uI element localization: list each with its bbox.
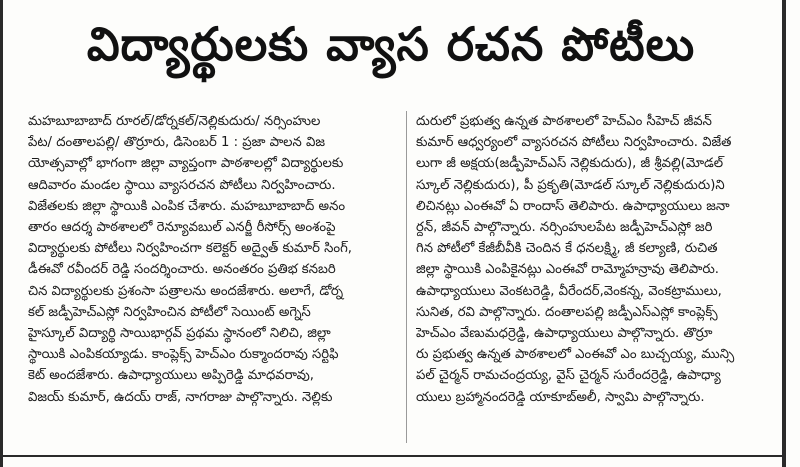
article-column-right (416, 111, 768, 408)
text-line: ఉపాధ్యాయులు వెంకటరెడ్డి, వీరేందర్,వెంకన్న, వెంకట్రాములు, (416, 283, 722, 299)
text-line: చిన విద్యార్థులకు ప్రశంసా పత్రాలను అందజేశారు. అలాగే, డోర్న (28, 283, 344, 299)
text-line: లుగా జీ అక్షయ(జడ్పీహెచ్ఎస్ నెల్లికుదురు), జీ శ్రీవల్లి(మోడల్ (416, 156, 724, 172)
article-column-left (28, 111, 398, 408)
text-line: పల్ చైర్మన్ రామచంద్రయ్య, వైస్ చైర్మన్ సురేందర్రెడ్డి, ఉపాధ్యా (416, 368, 721, 384)
text-line: మహబూబాబాద్ రూరల్/డోర్నకల్/నెల్లికుదురు/ నర్సింహుల (28, 114, 321, 129)
text-line: యోత్సవాల్లో భాగంగా జిల్లా వ్యాప్తంగా పాఠశాలల్లో విద్యార్థులకు (28, 156, 344, 172)
text-line: విద్యార్థులకు పోటీలు నిర్వహించగా కలెక్టర్ అద్వైత్ కుమార్ సింగ్, (28, 241, 352, 257)
text-line: విజయ్ కుమార్, ఉదయ్ రాజ్, నాగరాజు పాల్గొన్నారు. నెల్లికు (28, 389, 333, 405)
clipping-right-edge (782, 0, 786, 467)
text-line: పేట/ దంతాలపల్లి/ తొర్రూరు, డిసెంబర్ 1 : ప్రజా పాలన విజ (28, 135, 325, 151)
text-line: ఆదివారం మండల స్థాయి వ్యాసరచన పోటీలు నిర్వహించారు. (28, 177, 336, 193)
text-line: లిచినట్లు ఎంఈవో ఏ రాందాస్ తెలిపారు. ఉపాధ్యాయులు జనా (416, 198, 730, 214)
text-line: స్థాయికి ఎంపికయ్యాడు. కాంప్లెక్స్ హెచ్ఎం రుక్మాందరావు సర్టిఫి (28, 347, 339, 363)
text-line: హైస్కూల్ విద్యార్థి సాయిభార్గవ్ ప్రథమ స్థానంలో నిలిచి, జిల్లా (28, 326, 331, 342)
text-line: తారం ఆదర్శ పాఠశాలలో రెన్యూవబుల్ ఎనర్జీ రీసోర్స్ అంశంపై (28, 220, 336, 236)
text-line: విజేతలకు జిల్లా స్థాయికి ఎంపిక చేశారు. మహబూబాబాద్ అనం (28, 198, 346, 214)
text-line: కెట్ అందజేశారు. ఉపాధ్యాయులు అప్పిరెడ్డి మాధవరావు, (28, 368, 314, 384)
bottom-rule (3, 455, 783, 457)
article-headline: విద్యార్థులకు వ్యాస రచన పోటీలు (86, 17, 696, 71)
text-line: రు ప్రభుత్వ ఉన్నత పాఠశాలలో ఎంఈవో ఎం బుచ్చయ్య, మున్సి (416, 347, 735, 363)
text-line: కల్ జడ్పీహెచ్ఎస్లో నిర్వహించిన పోటీలో సెయింట్ అగ్నెస్ (28, 304, 311, 320)
text-line: ర్దన్, జీవన్ పాల్గొన్నారు. నర్సింహులపేట జడ్పీహెచ్ఎస్లో జరి (416, 220, 713, 236)
text-line: జిల్లా స్థాయికి ఎంపికైనట్లు ఎంఈవో రామ్మోహన్రావు తెలిపారు. (416, 262, 719, 278)
text-line: గిన పోటీలో కేజీబీవీకి చెందిన కే ధనలక్ష్మి, జీ కల్యాణి, రుచిత (416, 241, 718, 257)
column-divider (406, 111, 407, 443)
text-line: దురులో ప్రభుత్వ ఉన్నత పాఠశాలలో హెచ్ఎం సీహెచ్ జీవన్ (416, 114, 712, 129)
text-line: కుమార్ ఆధ్వర్యంలో వ్యాసరచన పోటీలు నిర్వహించారు. విజేత (416, 135, 732, 151)
text-line: స్కూల్ నెల్లికుదురు), పీ ప్రకృతి(మోడల్ స్కూల్ నెల్లికుదురు)ని (416, 177, 725, 193)
text-line: యులు బ్రహ్మానందరెడ్డి యాకూబ్అలీ, స్వామి పాల్గొన్నారు. (416, 389, 705, 405)
text-line: సునిత, రవి పాల్గొన్నారు. దంతాలపల్లి జడ్పీఎస్ఎస్లో కాంప్లెక్స్ (416, 304, 718, 320)
text-line: హెచ్ఎం వేణుమధర్రెడ్డి, ఉపాధ్యాయులు పాల్గొన్నారు. తొర్రూ (416, 326, 713, 342)
text-line: డీఈవో రవీందర్ రెడ్డి సందర్శించారు. అనంతరం ప్రతిభ కనబరి (28, 262, 336, 278)
